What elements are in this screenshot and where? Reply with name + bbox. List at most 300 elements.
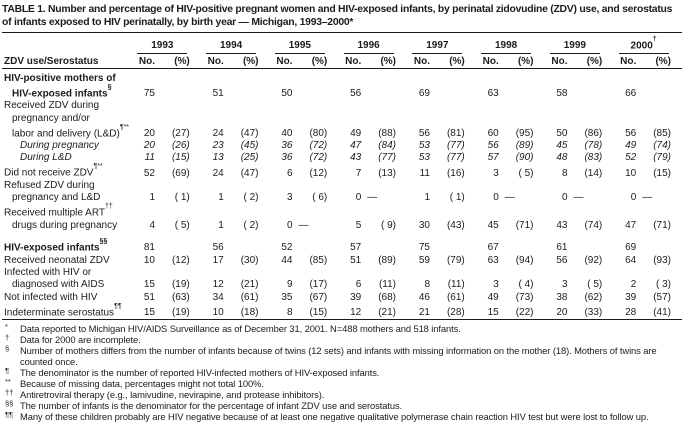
- cell-no: 51: [143, 291, 155, 303]
- table-row: [2, 192, 682, 204]
- cell-no: 15: [487, 306, 499, 318]
- cell-no: 63: [487, 87, 499, 99]
- cell-pct: (13): [378, 167, 396, 179]
- cell-no: 50: [556, 127, 568, 139]
- row-label: Infected with HIV or: [4, 266, 92, 278]
- cell-no: [338, 180, 364, 192]
- cell-pct: ( 2): [243, 220, 259, 232]
- cell-no: 13: [212, 152, 224, 164]
- cell-pct: (12): [309, 167, 328, 179]
- footnote: [2, 334, 684, 345]
- cell-pct: (47): [240, 127, 259, 139]
- cell-pct: —: [298, 220, 309, 232]
- cell-pct: (15): [309, 306, 328, 318]
- cell-no: [407, 180, 433, 192]
- cell-no: 0: [493, 192, 499, 204]
- cell-no: [613, 100, 639, 112]
- cell-no: 20: [143, 140, 155, 152]
- cell-pct: [158, 204, 201, 219]
- footnotes: [2, 323, 684, 422]
- cell-pct: [364, 85, 407, 100]
- cell-no: 0: [630, 192, 637, 204]
- cell-pct: [227, 85, 270, 100]
- no-subheader: No.: [482, 56, 499, 68]
- cell-pct: [433, 267, 476, 279]
- cell-no: 49: [487, 291, 499, 303]
- cell-no: 34: [212, 291, 224, 303]
- year-header-1997: [407, 33, 476, 55]
- year-label: 1996: [344, 40, 394, 54]
- cell-no: 10: [625, 167, 637, 179]
- table-row: [2, 180, 682, 192]
- cell-no: 44: [281, 254, 293, 266]
- cell-no: 2: [630, 279, 637, 291]
- year-header-1993: [132, 33, 201, 55]
- cell-no: 1: [424, 192, 430, 204]
- cell-pct: [227, 204, 270, 219]
- cell-no: 3: [493, 279, 499, 291]
- cell-no: 56: [556, 254, 568, 266]
- row-label: drugs during pregnancy: [12, 220, 118, 232]
- cell-no: 59: [418, 254, 430, 266]
- footnote-marker-ref: ¶¶: [114, 302, 122, 310]
- pct-subheader: (%): [380, 56, 396, 68]
- year-label: 1994: [206, 40, 256, 54]
- cell-pct: (28): [446, 306, 465, 318]
- cell-pct: (47): [240, 167, 259, 179]
- cell-no: [201, 180, 227, 192]
- cell-no: 57: [487, 152, 499, 164]
- cell-pct: [227, 267, 270, 279]
- cell-pct: (62): [584, 291, 603, 303]
- cell-no: [476, 69, 502, 85]
- cell-pct: (71): [653, 220, 671, 232]
- footnote-marker: §: [5, 344, 10, 354]
- cell-pct: [227, 180, 270, 192]
- cell-pct: [364, 100, 407, 112]
- cell-no: 69: [418, 87, 430, 99]
- cell-no: 7: [355, 167, 362, 179]
- cell-pct: (61): [446, 291, 465, 303]
- footnote: [2, 323, 684, 334]
- cell-no: 50: [281, 87, 293, 99]
- footnote-text: Data reported to Michigan HIV/AIDS Surveillance as of December 31, 2001. N=488 mothers and 518 infants.: [20, 322, 461, 334]
- cell-no: 9: [286, 279, 293, 291]
- cell-pct: [571, 267, 614, 279]
- row-label: Refused ZDV during: [4, 180, 95, 192]
- cell-no: [407, 69, 433, 85]
- cell-no: 1: [218, 192, 224, 204]
- cell-no: [545, 180, 571, 192]
- cell-no: [545, 112, 571, 124]
- cell-no: 10: [212, 306, 224, 318]
- cell-no: 11: [144, 152, 155, 164]
- cell-pct: [158, 85, 201, 100]
- cell-no: 38: [556, 291, 568, 303]
- cell-pct: [639, 267, 682, 279]
- cell-no: 24: [212, 127, 224, 139]
- cell-pct: [433, 180, 476, 192]
- cell-pct: (90): [515, 152, 534, 164]
- cell-no: 3: [286, 192, 293, 204]
- footnote: [2, 367, 684, 378]
- table-row: [2, 85, 682, 100]
- no-subheader: No.: [551, 56, 568, 68]
- cell-no: 3: [561, 279, 568, 291]
- footnote-text: Because of missing data, percentages might not total 100%.: [20, 377, 264, 389]
- cell-pct: (19): [171, 279, 190, 291]
- cell-pct: (45): [240, 140, 259, 152]
- cell-no: 66: [625, 87, 637, 99]
- cell-no: [476, 112, 502, 124]
- table-body: [2, 69, 682, 320]
- cell-no: 24: [212, 167, 224, 179]
- cell-no: [407, 267, 433, 279]
- cell-no: [545, 100, 571, 112]
- cell-pct: [296, 69, 339, 85]
- table-row: [2, 204, 682, 219]
- footnote-marker: *: [5, 322, 8, 332]
- cell-pct: (77): [446, 152, 465, 164]
- cell-no: 0: [355, 192, 362, 204]
- cell-pct: [639, 85, 682, 100]
- cell-pct: [433, 100, 476, 112]
- cell-pct: (15): [171, 152, 190, 164]
- cell-pct: [639, 204, 682, 219]
- cell-pct: [639, 112, 682, 124]
- cell-no: 0: [286, 220, 293, 232]
- cell-no: 64: [625, 254, 637, 266]
- table-row: [2, 152, 682, 164]
- cell-pct: (93): [653, 254, 671, 266]
- cell-no: [338, 267, 364, 279]
- cell-no: 35: [281, 291, 293, 303]
- cell-pct: (72): [309, 140, 328, 152]
- pct-subheader: (%): [586, 56, 603, 68]
- footnote-marker-ref: ¶**: [119, 123, 130, 131]
- cell-pct: [571, 112, 614, 124]
- cell-no: 47: [350, 140, 362, 152]
- cell-no: 47: [625, 220, 637, 232]
- cell-no: [338, 112, 364, 124]
- footnote-marker: ††: [5, 388, 14, 398]
- cell-pct: (89): [378, 254, 396, 266]
- cell-pct: (67): [309, 291, 328, 303]
- cell-no: 12: [350, 306, 362, 318]
- cell-pct: [639, 180, 682, 192]
- cell-no: [613, 69, 639, 85]
- cell-pct: (86): [584, 127, 603, 139]
- cell-no: 39: [350, 291, 362, 303]
- table-row: [2, 220, 682, 232]
- cell-no: 20: [556, 306, 568, 318]
- pct-subheader: (%): [517, 56, 534, 68]
- pct-subheader: (%): [311, 56, 328, 68]
- table-row: [2, 140, 682, 152]
- year-label: 1995: [275, 40, 325, 54]
- pct-subheader: (%): [655, 56, 671, 68]
- cell-pct: (85): [309, 254, 328, 266]
- pct-subheader: (%): [242, 56, 259, 68]
- cell-no: [201, 69, 227, 85]
- cell-pct: (12): [171, 254, 190, 266]
- table-row: [2, 254, 682, 266]
- pct-subheader: (%): [174, 56, 190, 68]
- row-label: HIV-positive mothers of: [4, 72, 116, 84]
- cell-pct: [502, 69, 545, 85]
- cell-pct: [364, 180, 407, 192]
- cell-no: [613, 180, 639, 192]
- row-label: diagnosed with AIDS: [12, 279, 105, 291]
- footnote-marker: †: [5, 333, 10, 343]
- cell-no: 36: [281, 140, 293, 152]
- cell-no: [476, 180, 502, 192]
- cell-pct: [571, 100, 614, 112]
- cell-no: [476, 267, 502, 279]
- year-header-1995: [270, 33, 339, 55]
- cell-no: 1: [149, 192, 155, 204]
- cell-no: 43: [350, 152, 362, 164]
- cell-pct: [158, 180, 201, 192]
- row-label: Did not receive ZDV¶**: [4, 163, 103, 179]
- cell-pct: [571, 85, 614, 100]
- table-row: [2, 304, 682, 320]
- cell-pct: [433, 112, 476, 124]
- cell-pct: [571, 239, 614, 254]
- cell-no: [132, 112, 158, 124]
- cell-no: [338, 100, 364, 112]
- row-label: Not infected with HIV: [4, 291, 98, 303]
- cell-pct: [502, 112, 545, 124]
- cell-no: 57: [350, 242, 362, 254]
- cell-no: [476, 100, 502, 112]
- cell-pct: (61): [240, 291, 259, 303]
- cell-no: 51: [350, 254, 362, 266]
- cell-pct: (57): [653, 291, 671, 303]
- cell-no: 15: [143, 279, 155, 291]
- cell-pct: ( 1): [174, 192, 190, 204]
- row-label: HIV-exposed infants§: [12, 83, 112, 99]
- cell-pct: [433, 85, 476, 100]
- cell-pct: ( 5): [518, 167, 534, 179]
- footnote-marker: **: [5, 377, 11, 387]
- zdv-serostatus-table: [2, 32, 682, 320]
- cell-no: 56: [350, 87, 362, 99]
- cell-pct: [502, 267, 545, 279]
- cell-pct: [227, 112, 270, 124]
- cell-no: [613, 267, 639, 279]
- cell-no: 43: [556, 220, 568, 232]
- cell-pct: [158, 239, 201, 254]
- cell-pct: [433, 204, 476, 219]
- cell-pct: (72): [309, 152, 328, 164]
- cell-pct: [296, 204, 339, 219]
- cell-pct: (79): [446, 254, 465, 266]
- cell-no: 52: [281, 242, 293, 254]
- pct-subheader: (%): [449, 56, 465, 68]
- cell-pct: (79): [653, 152, 671, 164]
- cell-no: 30: [418, 220, 430, 232]
- cell-no: 39: [625, 291, 637, 303]
- cell-no: 3: [493, 167, 499, 179]
- cell-no: [201, 204, 227, 219]
- cell-no: [270, 204, 296, 219]
- table-row: [2, 100, 682, 112]
- cell-pct: (22): [515, 306, 534, 318]
- cell-no: 6: [355, 279, 362, 291]
- footnote-marker: ¶: [5, 366, 9, 376]
- cell-no: [545, 204, 571, 219]
- row-label: HIV-exposed infants§§: [4, 238, 108, 254]
- no-subheader: No.: [620, 56, 637, 68]
- cell-pct: [502, 239, 545, 254]
- cell-pct: [364, 239, 407, 254]
- cell-pct: (63): [171, 291, 190, 303]
- cell-no: 49: [350, 127, 362, 139]
- cell-pct: [364, 69, 407, 85]
- no-subheader: No.: [345, 56, 362, 68]
- cell-no: [270, 112, 296, 124]
- footnote: [2, 378, 684, 389]
- stub-spacer: [2, 33, 132, 55]
- cell-pct: [364, 112, 407, 124]
- year-header-1999: [545, 33, 614, 55]
- cell-no: 53: [418, 152, 430, 164]
- cell-pct: (11): [378, 279, 396, 291]
- table-row: [2, 69, 682, 85]
- cell-no: [613, 112, 639, 124]
- cell-pct: (83): [584, 152, 603, 164]
- cell-no: 23: [212, 140, 224, 152]
- cell-pct: [296, 239, 339, 254]
- cell-no: 17: [212, 254, 224, 266]
- cell-pct: [502, 85, 545, 100]
- cell-pct: ( 4): [518, 279, 534, 291]
- year-header-2000: [613, 33, 682, 55]
- cell-pct: (30): [240, 254, 259, 266]
- cell-pct: [571, 69, 614, 85]
- table-row: [2, 125, 682, 140]
- cell-no: [613, 204, 639, 219]
- table-row: [2, 164, 682, 179]
- cell-pct: [227, 69, 270, 85]
- cell-no: 5: [355, 220, 362, 232]
- cell-no: 20: [143, 127, 155, 139]
- cell-no: [476, 204, 502, 219]
- row-label: pregnancy and/or: [12, 112, 90, 124]
- table-row: [2, 239, 682, 254]
- cell-pct: (95): [515, 127, 534, 139]
- cell-pct: —: [367, 192, 378, 204]
- cell-pct: [296, 100, 339, 112]
- cell-no: 52: [625, 152, 637, 164]
- cell-pct: ( 1): [449, 192, 465, 204]
- year-label: 2000†: [619, 37, 669, 54]
- cell-no: 28: [625, 306, 637, 318]
- cell-no: [132, 100, 158, 112]
- cell-pct: (21): [240, 279, 259, 291]
- cell-pct: [571, 204, 614, 219]
- footnote-text: Many of these children probably are HIV negative because of at least one negative qualitative polymerase chain reaction HIV test but were lost to follow up.: [20, 410, 649, 422]
- cell-no: 36: [281, 152, 293, 164]
- cell-no: 11: [419, 167, 430, 179]
- cell-pct: [502, 180, 545, 192]
- cell-pct: —: [573, 192, 584, 204]
- row-label: During L&D: [20, 152, 72, 164]
- cell-no: 60: [487, 127, 499, 139]
- cell-pct: (94): [515, 254, 534, 266]
- footnote: [2, 389, 684, 400]
- table-row: [2, 112, 682, 124]
- cell-pct: [158, 267, 201, 279]
- no-subheader: No.: [276, 56, 293, 68]
- cell-pct: ( 6): [312, 192, 328, 204]
- cell-pct: [227, 100, 270, 112]
- footnote-text: Data for 2000 are incomplete.: [20, 333, 141, 345]
- cell-no: [132, 69, 158, 85]
- cell-no: 1: [218, 220, 224, 232]
- footnote-marker: §§: [5, 399, 14, 409]
- cell-no: [201, 267, 227, 279]
- cell-no: [270, 69, 296, 85]
- cell-no: 51: [212, 87, 224, 99]
- cell-pct: (68): [378, 291, 396, 303]
- year-label: 1999: [550, 40, 600, 54]
- cell-no: 12: [212, 279, 224, 291]
- cell-pct: (69): [171, 167, 190, 179]
- cell-pct: [227, 239, 270, 254]
- footnote-text: The number of infants is the denominator for the percentage of infant ZDV use and serostatus.: [20, 399, 403, 411]
- cell-no: 49: [625, 140, 637, 152]
- footnote: [2, 345, 684, 367]
- cell-no: [132, 204, 158, 219]
- cell-pct: (89): [515, 140, 534, 152]
- cell-pct: (85): [653, 127, 671, 139]
- cell-no: 4: [149, 220, 155, 232]
- table-row: [2, 279, 682, 291]
- cell-no: 81: [143, 242, 155, 254]
- cell-no: [201, 100, 227, 112]
- cell-pct: [502, 100, 545, 112]
- footnote-text: Number of mothers differs from the number of infants because of twins (12 sets) and infants with missing information on the mother (18). Mothers of twins are counted once.: [20, 344, 657, 367]
- cell-pct: (15): [653, 167, 671, 179]
- cell-no: 15: [143, 306, 155, 318]
- cell-pct: (14): [584, 167, 603, 179]
- cell-pct: ( 5): [174, 220, 190, 232]
- subheader-row: [2, 54, 682, 69]
- footnote-marker-ref: †: [652, 36, 657, 43]
- cell-no: 69: [625, 242, 637, 254]
- cell-pct: (26): [171, 140, 190, 152]
- cell-no: [270, 100, 296, 112]
- year-header-1996: [338, 33, 407, 55]
- cell-pct: (84): [378, 140, 396, 152]
- cell-pct: [296, 112, 339, 124]
- year-header-row: [2, 33, 682, 55]
- cell-no: 63: [487, 254, 499, 266]
- cell-no: [545, 69, 571, 85]
- cell-no: 61: [556, 242, 568, 254]
- cell-no: 8: [424, 279, 430, 291]
- table-header: [2, 33, 682, 69]
- row-label: Received multiple ART††: [4, 203, 113, 219]
- year-label: 1993: [137, 40, 187, 54]
- cell-pct: (27): [171, 127, 190, 139]
- year-label: 1998: [481, 40, 531, 54]
- cell-pct: (77): [446, 140, 465, 152]
- row-label: During pregnancy: [20, 140, 99, 152]
- cell-pct: ( 5): [587, 279, 603, 291]
